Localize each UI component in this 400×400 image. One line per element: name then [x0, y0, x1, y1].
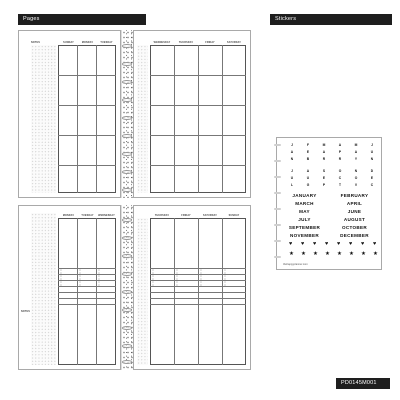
ring-icon [122, 308, 132, 312]
day-label: FRIDAY [181, 214, 191, 217]
day-label: WEDNESDAY [153, 41, 171, 44]
day-label: SATURDAY [202, 214, 218, 217]
grid-divider [58, 298, 116, 299]
grid-divider [150, 268, 246, 269]
ring-icon [122, 152, 132, 156]
day-label: TUESDAY [81, 214, 94, 217]
star-icon: ★ [313, 251, 318, 257]
heart-icon: ♥ [325, 241, 329, 247]
top-right-page [133, 30, 251, 198]
grid-divider [58, 135, 116, 136]
grid-divider [150, 280, 246, 281]
star-icon: ★ [325, 251, 330, 257]
stickers-label: Stickers [270, 14, 392, 25]
grid-divider [58, 274, 116, 275]
left-dot-strip [137, 218, 148, 365]
grid-divider [198, 45, 199, 193]
side-notes-label: NOTES [21, 310, 30, 313]
letter-sticker: A P R [338, 143, 342, 161]
binder-stub [274, 256, 281, 258]
grid-divider [58, 105, 116, 106]
binder-stub [274, 176, 281, 178]
letter-sticker: O C T [338, 169, 342, 187]
month-sticker: AUGUST [343, 217, 366, 222]
day-label: MONDAY [81, 41, 94, 44]
day-label: FRIDAY [205, 41, 215, 44]
day-label: THURSDAY [178, 41, 194, 44]
star-icon: ★ [289, 251, 294, 257]
month-sticker: NOVEMBER [290, 233, 319, 238]
month-sticker: DECEMBER [340, 233, 369, 238]
ring-icon [122, 218, 132, 222]
star-icon: ★ [361, 251, 366, 257]
grid-divider [150, 105, 246, 106]
binder-stub [274, 160, 281, 162]
heart-icon: ♥ [373, 241, 377, 247]
checkbox-column: □ □ □ □ □ □ [60, 268, 62, 287]
star-icon: ★ [337, 251, 342, 257]
ring-icon [122, 116, 132, 120]
bottom-right-page [133, 205, 251, 370]
grid-divider [150, 286, 246, 287]
ring-icon [122, 188, 132, 192]
heart-icon: ♥ [313, 241, 317, 247]
binder-stub [274, 208, 281, 210]
star-icon: ★ [373, 251, 378, 257]
month-sticker: APRIL [346, 201, 363, 206]
ring-icon [122, 290, 132, 294]
letter-sticker: M A Y [354, 143, 358, 161]
letter-sticker: F E B [306, 143, 310, 161]
checkbox-column: □ □ □ □ □ □ [224, 268, 226, 287]
letter-sticker: D E C [370, 169, 374, 187]
grid-divider [58, 165, 116, 166]
grid-divider [58, 280, 116, 281]
grid-divider [150, 304, 246, 305]
checkbox-column: □ □ □ □ □ □ [79, 268, 81, 287]
binder-stub [274, 224, 281, 226]
bottom-left-page [18, 205, 121, 370]
grid-divider [58, 75, 116, 76]
ring-icon [122, 134, 132, 138]
heart-icon: ♥ [301, 241, 305, 247]
month-sticker: FEBRUARY [340, 193, 369, 198]
day-label: SATURDAY [226, 41, 242, 44]
checkbox-column: □ □ □ □ □ □ [98, 268, 100, 287]
ring-icon [122, 360, 132, 364]
month-sticker: SEPTEMBER [288, 225, 321, 230]
grid-divider [96, 45, 97, 193]
month-sticker: MAY [299, 209, 310, 214]
calendar-grid [58, 45, 116, 193]
left-dot-strip [137, 45, 148, 193]
ring-icon [122, 272, 132, 276]
day-label: MONDAY [62, 214, 75, 217]
product-code: PD0145M001 [336, 378, 390, 389]
pages-label: Pages [18, 14, 146, 25]
binder-stub [274, 192, 281, 194]
grid-divider [222, 45, 223, 193]
checkbox-column: □ □ □ □ □ □ [176, 268, 178, 287]
month-sticker: JANUARY [292, 193, 317, 198]
grid-divider [150, 135, 246, 136]
heart-icon: ♥ [289, 241, 293, 247]
ring-icon [122, 236, 132, 240]
heart-icon: ♥ [349, 241, 353, 247]
notes-dot-grid [31, 45, 56, 193]
day-label: SUNDAY [63, 41, 74, 44]
checkbox-column: □ □ □ □ □ □ [152, 268, 154, 287]
binder-stub [274, 240, 281, 242]
grid-divider [58, 292, 116, 293]
letter-sticker: M A R [322, 143, 326, 161]
notes-label: NOTES [31, 41, 40, 44]
ring-icon [122, 80, 132, 84]
month-sticker: JUNE [347, 209, 362, 214]
star-icon: ★ [301, 251, 306, 257]
checkbox-column: □ □ □ □ □ □ [200, 268, 202, 287]
ring-icon [122, 44, 132, 48]
grid-divider [150, 165, 246, 166]
grid-divider [150, 274, 246, 275]
ring-icon [122, 170, 132, 174]
day-label: TUESDAY [100, 41, 113, 44]
grid-divider [58, 286, 116, 287]
letter-sticker: J U N [370, 143, 374, 161]
letter-sticker: N O V [354, 169, 358, 187]
star-icon: ★ [349, 251, 354, 257]
grid-divider [150, 75, 246, 76]
grid-divider [58, 304, 116, 305]
heart-icon: ♥ [337, 241, 341, 247]
month-sticker: JULY [298, 217, 311, 222]
grid-divider [174, 45, 175, 193]
ring-icon [122, 344, 132, 348]
grid-divider [150, 292, 246, 293]
binder-stub [274, 144, 281, 146]
grid-divider [58, 268, 116, 269]
grid-divider [150, 298, 246, 299]
sticker-sheet [276, 137, 382, 270]
month-sticker: OCTOBER [342, 225, 367, 230]
day-label: SUNDAY [228, 214, 240, 217]
letter-sticker: J A N [290, 143, 294, 161]
top-left-page [18, 30, 121, 198]
grid-divider [77, 45, 78, 193]
letter-sticker: A U G [306, 169, 310, 187]
ring-icon [122, 254, 132, 258]
letter-sticker: S E P [322, 169, 326, 187]
day-label: WEDNESDAY [98, 214, 115, 217]
heart-icon: ♥ [361, 241, 365, 247]
day-label: THURSDAY [154, 214, 170, 217]
ring-icon [122, 326, 132, 330]
notes-dot-grid [31, 213, 56, 365]
letter-sticker: J U L [290, 169, 294, 187]
month-sticker: MARCH [295, 201, 314, 206]
ring-icon [122, 98, 132, 102]
brand-url: thehappyplanner.com [283, 263, 308, 266]
ring-icon [122, 62, 132, 66]
